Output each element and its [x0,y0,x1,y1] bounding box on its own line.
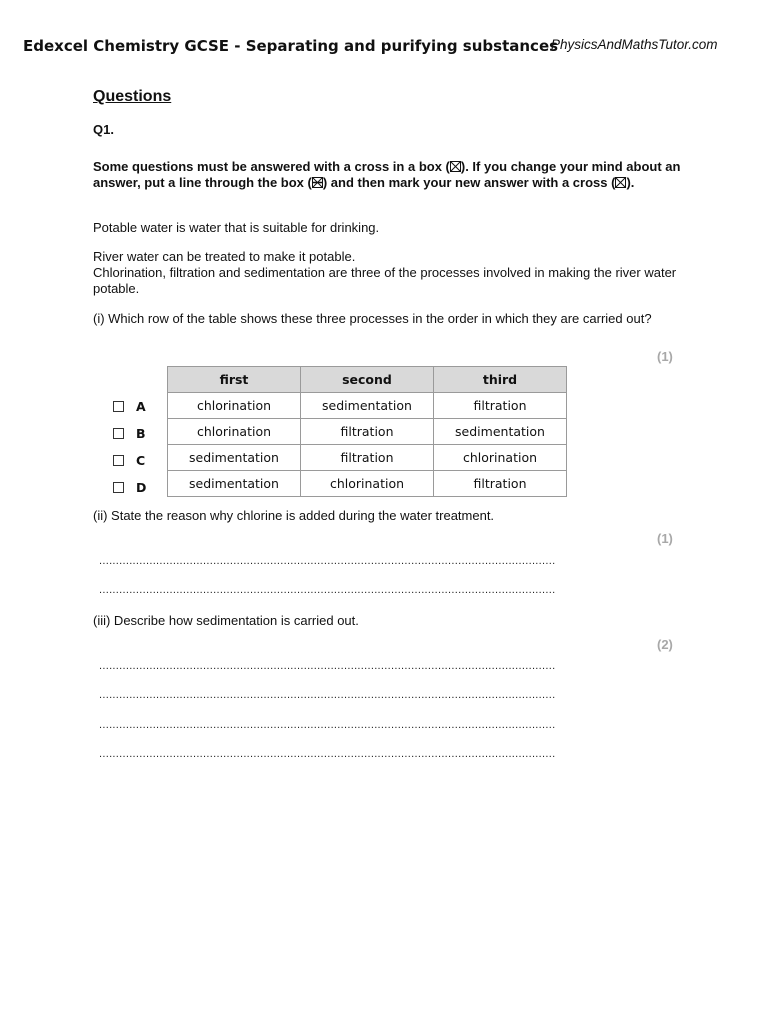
intro-line-1: Potable water is water that is suitable for drinking. [93,220,380,235]
questions-heading: Questions [93,88,172,105]
table-cell: chlorination [168,393,301,419]
table-cell: sedimentation [168,445,301,471]
table-cell: filtration [434,471,567,497]
answer-line[interactable]: ........................................................................................................................................ [99,555,556,567]
table-cell: chlorination [168,419,301,445]
table-row [168,471,567,497]
answer-line[interactable]: ........................................................................................................................................ [99,660,556,672]
site-name: PhysicsAndMathsTutor.com [551,37,718,52]
crossed-box-icon [450,161,461,172]
option-letter: B [136,426,146,441]
option-d[interactable] [113,480,146,495]
part-iii-marks: (2) [657,637,673,652]
struck-crossed-box-icon [312,177,323,188]
answer-line[interactable]: ........................................................................................................................................ [99,689,556,701]
option-letter: C [136,453,146,468]
part-iii-question: (iii) Describe how sedimentation is carried out. [93,613,359,628]
instructions-part3: ) and then mark your new answer with a cross ( [322,174,616,190]
intro-line-3: Chlorination, filtration and sedimentation are three of the processes involved in making the river water potable. [93,265,677,296]
table-header-row [168,367,567,393]
table-cell: sedimentation [168,471,301,497]
table-cell: filtration [301,445,434,471]
answer-line[interactable]: ........................................................................................................................................ [99,719,556,731]
document-title: Edexcel Chemistry GCSE - Separating and purifying substances [23,37,559,55]
part-ii-marks: (1) [657,531,673,546]
checkbox-icon[interactable] [113,455,124,466]
instructions-part2: ). If you change your mind about an answer, put a line through the box ( [93,159,681,190]
checkbox-icon[interactable] [113,401,124,412]
instructions [93,159,693,190]
table-row [168,445,567,471]
question-number: Q1. [93,122,114,137]
answer-line[interactable]: ........................................................................................................................................ [99,584,556,596]
table-cell: filtration [301,419,434,445]
part-ii-question: (ii) State the reason why chlorine is added during the water treatment. [93,508,495,523]
column-header: third [434,367,567,393]
column-header: first [168,367,301,393]
table-cell: filtration [434,393,567,419]
table-cell: sedimentation [434,419,567,445]
instructions-part4: ). [626,174,635,190]
table-cell: sedimentation [301,393,434,419]
option-a[interactable] [113,399,146,414]
process-order-table [167,366,567,497]
part-i-question: (i) Which row of the table shows these three processes in the order in which they are carried out? [93,311,652,326]
option-letter: A [136,399,146,414]
table-cell: chlorination [301,471,434,497]
column-header: second [301,367,434,393]
crossed-box-icon [615,177,626,188]
option-c[interactable] [113,453,145,468]
table-cell: chlorination [434,445,567,471]
table-row [168,419,567,445]
checkbox-icon[interactable] [113,482,124,493]
option-letter: D [136,480,147,495]
option-b[interactable] [113,426,146,441]
answer-line[interactable]: ........................................................................................................................................ [99,748,556,760]
intro-line-2: River water can be treated to make it potable. [93,249,356,264]
checkbox-icon[interactable] [113,428,124,439]
table-row [168,393,567,419]
instructions-part1: Some questions must be answered with a cross in a box ( [93,159,450,174]
part-i-marks: (1) [657,349,673,364]
